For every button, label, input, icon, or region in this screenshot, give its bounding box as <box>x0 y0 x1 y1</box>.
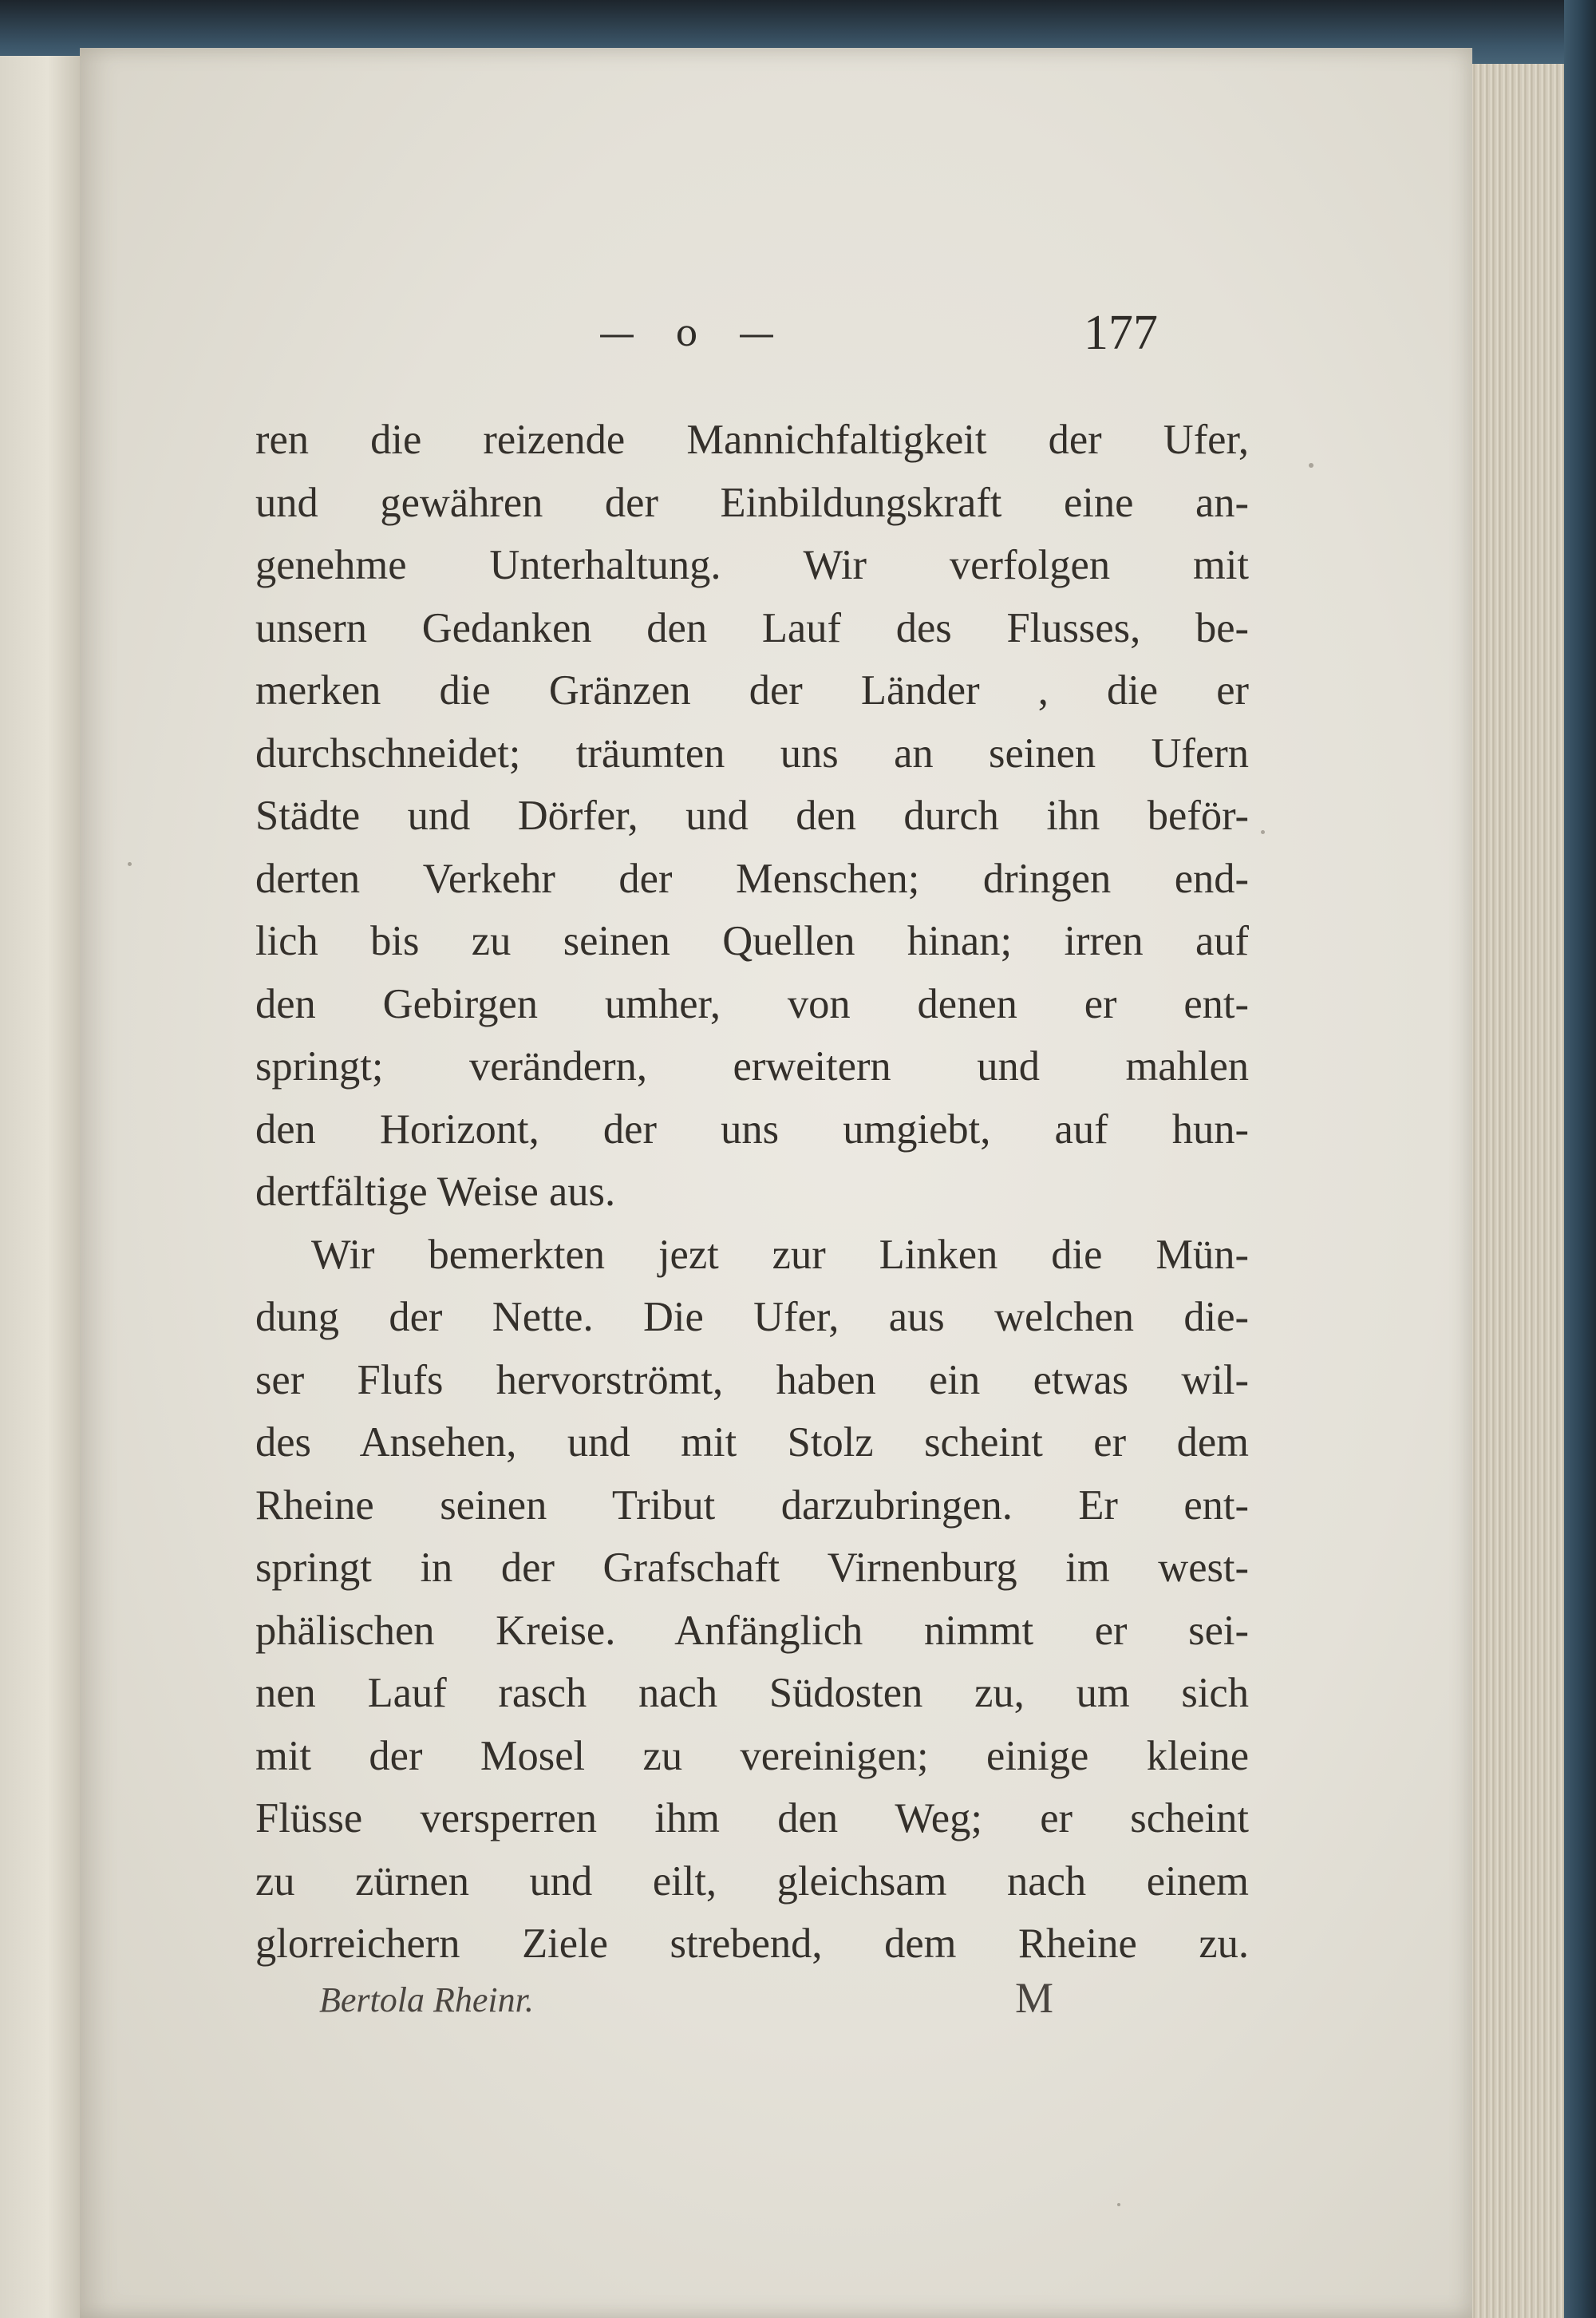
text-line: springt; verändern, erweitern und mahlen <box>255 1043 1249 1090</box>
signature-mark: M <box>1015 1974 1054 2022</box>
text-line: des Ansehen, und mit Stolz scheint er dem <box>255 1419 1249 1466</box>
page-edges-stack <box>1468 64 1566 2318</box>
text-line: ren die reizende Mannichfaltigkeit der Ufer, <box>255 417 1249 463</box>
page-header <box>80 306 1472 375</box>
text-line: glorreichern Ziele strebend, dem Rheine zu. <box>255 1920 1249 1967</box>
paragraph-start-line: Wir bemerkten jezt zur Linken die Mün- <box>311 1231 1249 1278</box>
text-line: nen Lauf rasch nach Südosten zu, um sich <box>255 1670 1249 1716</box>
text-line: lich bis zu seinen Quellen hinan; irren auf <box>255 918 1249 964</box>
text-line: durchschneidet; träumten uns an seinen Ufern <box>255 730 1249 777</box>
text-line: Flüsse versperren ihm den Weg; er scheint <box>255 1795 1249 1841</box>
text-line: zu zürnen und eilt, gleichsam nach einem <box>255 1857 1249 1905</box>
text-line: derten Verkehr der Menschen; dringen end- <box>255 855 1249 902</box>
book-page <box>80 48 1472 2318</box>
text-line: ser Flufs hervorströmt, haben ein etwas wil- <box>255 1356 1249 1403</box>
text-line: den Horizont, der uns umgiebt, auf hun- <box>255 1106 1249 1153</box>
paper-speck <box>1117 2203 1120 2206</box>
text-line: genehme Unterhaltung. Wir verfolgen mit <box>255 542 1249 588</box>
text-line: unsern Gedanken den Lauf des Flusses, be- <box>255 604 1249 651</box>
text-line: den Gebirgen umher, von denen er ent- <box>255 980 1249 1027</box>
text-line: phälischen Kreise. Anfänglich nimmt er sei- <box>255 1607 1249 1654</box>
body-text <box>255 409 1249 1976</box>
signature-line: Bertola Rheinr. <box>319 1980 534 2019</box>
text-line: springt in der Grafschaft Virnenburg im west- <box>255 1545 1249 1591</box>
book-cover-right <box>1564 0 1596 2318</box>
text-line: dung der Nette. Die Ufer, aus welchen die- <box>255 1294 1249 1340</box>
page-number: 177 <box>1084 306 1158 360</box>
page-footer <box>319 1974 1117 2035</box>
paragraph-end-line: dertfältige Weise aus. <box>255 1169 616 1215</box>
header-ornament: — o — <box>598 311 789 354</box>
text-line: und gewähren der Einbildungskraft eine an- <box>255 479 1249 526</box>
facing-page-edge <box>0 56 82 2318</box>
text-line: Rheine seinen Tribut darzubringen. Er ent- <box>255 1481 1249 1529</box>
paper-speck <box>128 862 132 866</box>
text-line: Städte und Dörfer, und den durch ihn beför- <box>255 793 1249 839</box>
text-line: mit der Mosel zu vereinigen; einige kleine <box>255 1732 1249 1779</box>
text-line: merken die Gränzen der Länder , die er <box>255 667 1249 714</box>
paper-speck <box>1261 830 1265 834</box>
paper-speck <box>1309 463 1314 468</box>
